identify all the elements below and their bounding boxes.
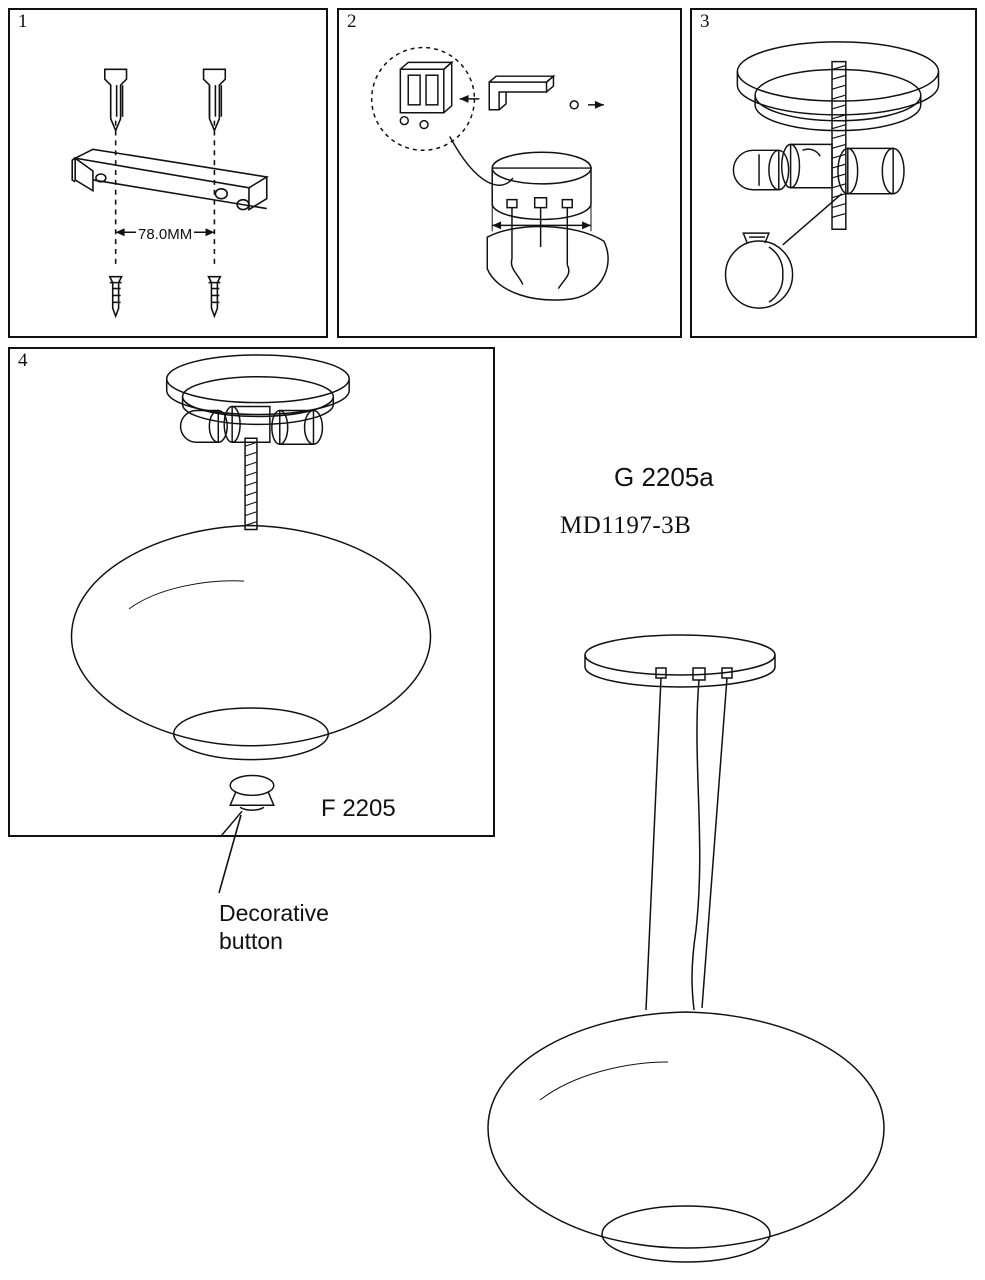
glass-shade-diagram bbox=[10, 349, 493, 835]
model-code-a: G 2205a bbox=[614, 462, 714, 492]
canopy-terminal-diagram bbox=[339, 10, 680, 336]
panel-step-3 bbox=[690, 8, 977, 338]
panel-step-1 bbox=[8, 8, 328, 338]
bracket-diagram bbox=[10, 10, 326, 336]
panel-number-4: 4 bbox=[18, 350, 28, 371]
pendant-lamp-product-drawing bbox=[470, 600, 985, 1280]
panel-number-1: 1 bbox=[18, 11, 28, 32]
decorative-button-label-line1: Decorative bbox=[219, 900, 329, 926]
panel-step-2 bbox=[337, 8, 682, 338]
dimension-bracket-spacing: 78.0MM bbox=[138, 226, 193, 243]
lampholder-bulb-diagram bbox=[692, 10, 975, 336]
glass-part-label: F 2205 bbox=[321, 795, 396, 822]
panel-number-3: 3 bbox=[700, 11, 710, 32]
panel-number-2: 2 bbox=[347, 11, 357, 32]
model-code-b: MD1197-3B bbox=[560, 512, 692, 539]
panel-step-4 bbox=[8, 347, 495, 837]
decorative-button-label-line2: button bbox=[219, 928, 283, 955]
decorative-button-label bbox=[219, 899, 329, 955]
